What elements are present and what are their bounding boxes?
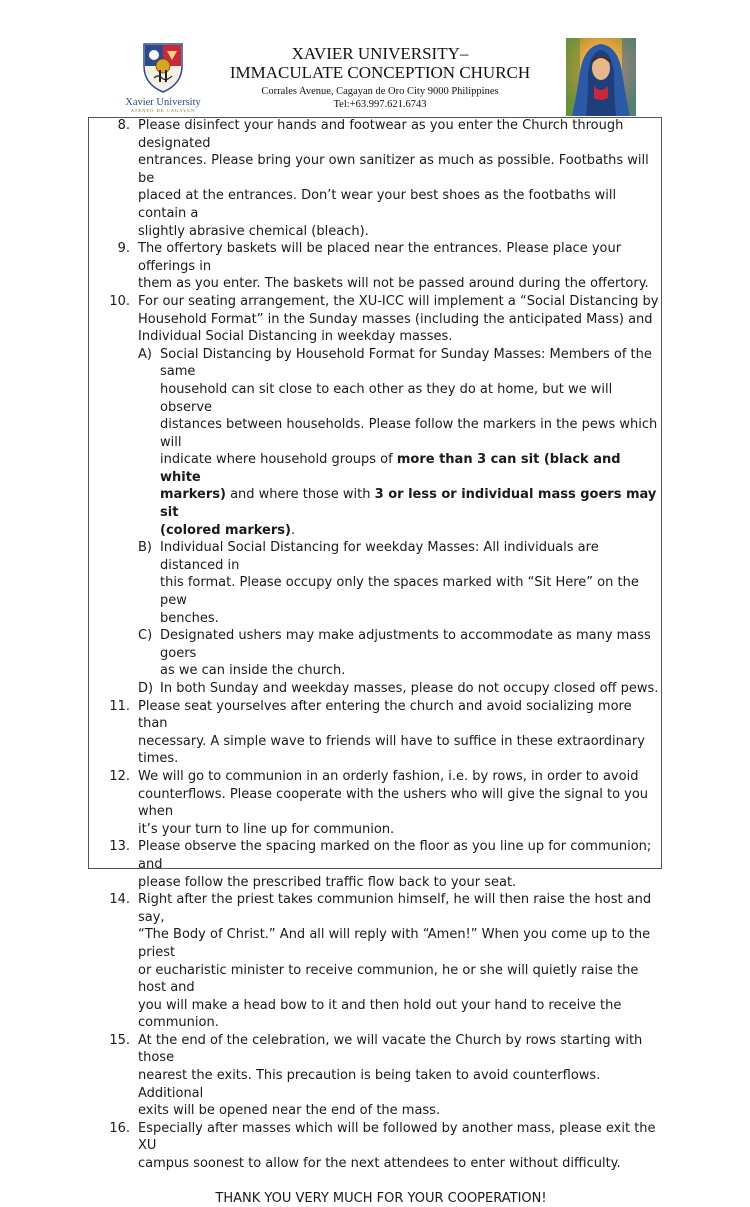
xavier-university-logo [118,40,208,112]
item-line: placed at the entrances. Don’t wear your best shoes as the footbaths will contain a [138,188,617,221]
list-item [100,1120,662,1173]
list-item [100,240,662,293]
bold-text: markers) [160,487,226,503]
item-number: 16. [109,1120,130,1136]
item-line: Right after the priest takes communion himself, he will then raise the host and say, [138,892,652,925]
item-line: Especially after masses which will be followed by another mass, please exit the XU [138,1120,656,1154]
text-run: . [290,522,296,538]
item-line: entrances. Please bring your own sanitizer as much as possible. Footbaths will be [138,153,649,186]
list-item [100,838,662,891]
sub-list-item [100,627,662,680]
church-name: IMMACULATE CONCEPTION CHURCH [229,63,531,82]
item-line: household can sit close to each other as they do at home, but we will observe [160,381,613,415]
letterhead-text [210,44,550,111]
list-item [100,891,662,1032]
item-line: Please seat yourselves after entering the church and avoid socializing more than [138,698,632,732]
item-line: campus soonest to allow for the next attendees to enter without difficulty. [138,1156,621,1172]
item-number: 8. [117,118,130,133]
sub-list-item [100,680,662,698]
text-run: indicate where household groups of [160,452,397,468]
sub-item-letter: B) [138,540,152,556]
item-line: as we can inside the church. [160,663,346,679]
item-line: Individual Social Distancing in weekday masses. [138,329,453,345]
instructions-list [100,117,662,1207]
item-line: necessary. A simple wave to friends will have to suffice in these extraordinary times. [138,733,645,767]
item-line: distances between households. Please follow the markers in the pews which will [160,417,658,450]
sub-list-item [100,539,662,627]
bold-text: more than 3 can sit (black and white [160,452,621,485]
virgin-mary-image [566,38,636,116]
item-line: At the end of the celebration, we will vacate the Church by rows starting with those [138,1032,643,1066]
item-line: slightly abrasive chemical (bleach). [138,223,369,239]
item-line: “The Body of Christ.” And all will reply with “Amen!” When you come up to the priest [138,927,651,960]
item-number: 9. [117,241,130,257]
item-number: 13. [109,839,130,855]
item-line: In both Sunday and weekday masses, please do not occupy closed off pews. [160,681,659,696]
text-run: and where those with [225,487,375,503]
sub-item-letter: A) [138,346,152,362]
item-line: Please disinfect your hands and footwear as you enter the Church through designated [138,118,624,151]
item-line: Please observe the spacing marked on the floor as you line up for communion; and [138,839,652,872]
list-item [100,698,662,768]
item-line [160,522,662,540]
item-line: Social Distancing by Household Format for Sunday Masses: Members of the same [160,346,652,380]
item-number: 15. [109,1032,130,1048]
item-line: The offertory baskets will be placed near the entrances. Please place your offerings in [138,241,622,274]
item-line [160,486,662,521]
item-line [160,451,662,486]
item-line: communion. [138,1015,219,1031]
logo-subcaption: ATENEO DE CAGAYAN [130,108,196,113]
item-line: Individual Social Distancing for weekday Masses: All individuals are distanced in [160,540,599,573]
item-line: For our seating arrangement, the XU-ICC will implement a “Social Distancing by [138,293,659,309]
item-line: please follow the prescribed traffic flow back to your seat. [138,874,517,890]
item-number: 11. [109,698,130,714]
sub-list-item [100,346,662,540]
item-line: exits will be opened near the end of the mass. [138,1103,441,1119]
list-item [100,1032,662,1120]
item-number: 14. [109,892,130,908]
closing-message: THANK YOU VERY MUCH FOR YOUR COOPERATION! [215,1190,547,1206]
item-line: counterflows. Please cooperate with the ushers who will give the signal to you when [138,786,649,820]
bold-text: 3 or less or individual mass goers may sit [160,487,657,521]
sub-item-letter: C) [138,628,153,644]
list-item [100,117,662,240]
letterhead [0,0,750,118]
address: Corrales Avenue, Cagayan de Oro City 9000 Philippines [261,86,499,97]
item-number: 12. [109,768,130,784]
item-line: Household Format” in the Sunday masses (including the anticipated Mass) and [138,311,653,327]
item-line: or eucharistic minister to receive communion, he or she will quietly raise the host and [138,962,639,996]
item-line: it’s your turn to line up for communion. [138,821,395,837]
item-line: this format. Please occupy only the spaces marked with “Sit Here” on the pew [160,575,639,609]
bold-text: (colored markers) [160,522,291,538]
logo-caption: Xavier University [125,97,201,108]
item-line: We will go to communion in an orderly fashion, i.e. by rows, in order to avoid [138,768,639,784]
list-item [100,768,662,838]
shield-icon [118,40,208,96]
item-line: benches. [160,610,219,626]
institution-name: XAVIER UNIVERSITY– [291,44,469,63]
item-line: nearest the exits. This precaution is being taken to avoid counterflows. Additional [138,1068,601,1101]
sub-item-letter: D) [138,681,154,696]
item-line: you will make a head bow to it and then hold out your hand to receive the [138,997,622,1013]
item-line: them as you enter. The baskets will not be passed around during the offertory. [138,276,649,292]
list-item [100,293,662,346]
phone-number: Tel:+63.997.621.6743 [333,99,427,110]
item-line: Designated ushers may make adjustments to accommodate as many mass goers [160,628,651,661]
item-number: 10. [109,293,130,309]
